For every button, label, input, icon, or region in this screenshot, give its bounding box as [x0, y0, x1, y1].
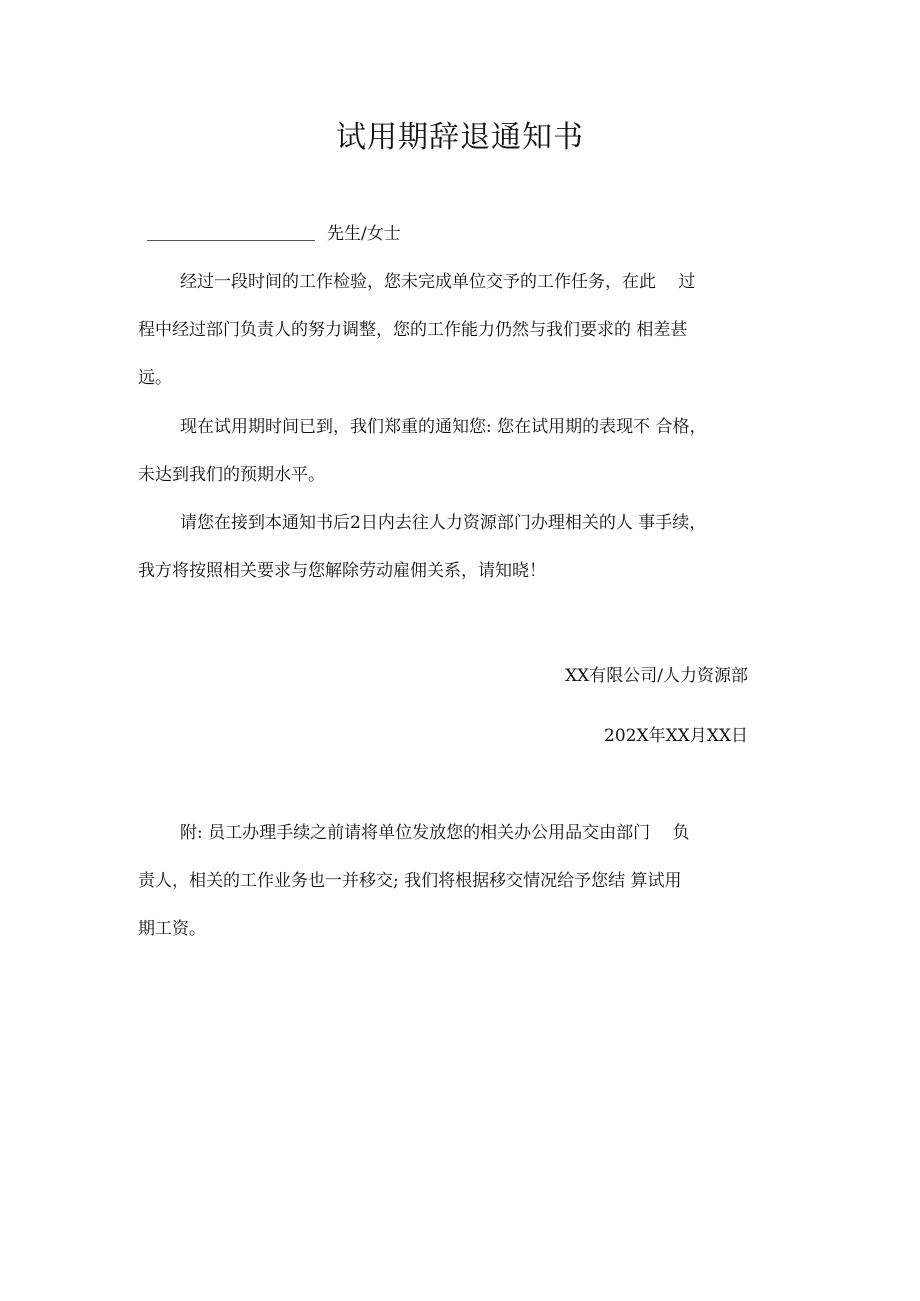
- paragraph-line: 经过一段时间的工作检验，您未完成单位交予的工作任务，在此 过: [180, 272, 696, 292]
- paragraph-probation-result: [138, 403, 788, 499]
- document-title: 试用期辞退通知书: [336, 120, 584, 155]
- name-blank-field: [147, 240, 315, 241]
- paragraph-appendix: [138, 809, 788, 953]
- paragraph-line: 责人，相关的工作业务也一并移交; 我们将根据移交情况给予您结 算试用: [138, 871, 682, 891]
- signature-company: XX有限公司/人力资源部: [565, 666, 748, 686]
- paragraph-line: 现在试用期时间已到，我们郑重的通知您: 您在试用期的表现不 合格，: [180, 417, 707, 437]
- salutation-line: [147, 220, 401, 248]
- paragraph-work-evaluation: [138, 258, 788, 402]
- signature-date: 202X年XX月XX日: [604, 726, 748, 746]
- paragraph-line: 附: 员工办理手续之前请将单位发放您的相关办公用品交由部门 负: [180, 823, 690, 843]
- paragraph-procedures: [138, 499, 788, 595]
- paragraph-line: 远。: [138, 368, 172, 388]
- salutation-text: 先生/女士: [327, 224, 401, 244]
- paragraph-line: 我方将按照相关要求与您解除劳动雇佣关系，请知晓！: [138, 561, 546, 581]
- paragraph-line: 程中经过部门负责人的努力调整，您的工作能力仍然与我们要求的 相差甚: [138, 320, 688, 340]
- paragraph-line: 请您在接到本通知书后2日内去往人力资源部门办理相关的人 事手续，: [180, 513, 707, 533]
- paragraph-line: 期工资。: [138, 919, 206, 939]
- paragraph-line: 未达到我们的预期水平。: [138, 465, 325, 485]
